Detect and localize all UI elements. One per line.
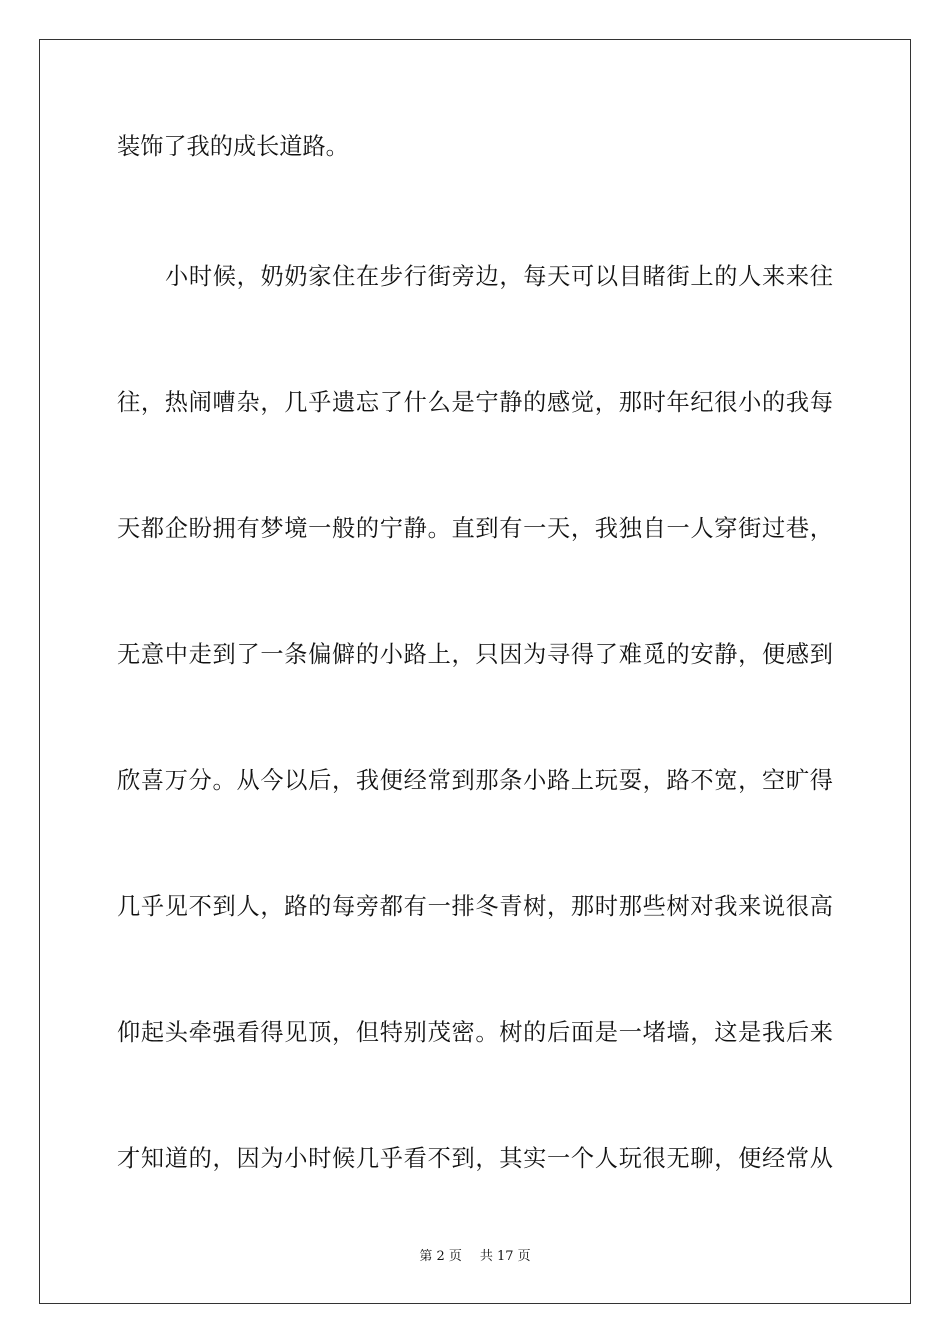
page-footer <box>0 1249 950 1265</box>
text-line-3: 往，热闹嘈杂，几乎遗忘了什么是宁静的感觉，那时年纪很小的我每 <box>117 389 833 416</box>
text-line-8: 仰起头牵强看得见顶，但特别茂密。树的后面是一堵墙，这是我后来 <box>117 1019 833 1046</box>
text-line-4: 天都企盼拥有梦境一般的宁静。直到有一天，我独自一人穿街过巷， <box>117 515 833 542</box>
text-line-5: 无意中走到了一条偏僻的小路上，只因为寻得了难觅的安静，便感到 <box>117 641 833 668</box>
document-body <box>117 132 833 1174</box>
text-line-6: 欣喜万分。从今以后，我便经常到那条小路上玩耍，路不宽，空旷得 <box>117 767 833 794</box>
page-number: 第 2 页 <box>419 1249 462 1264</box>
page-total: 共 17 页 <box>479 1249 531 1264</box>
text-line-9: 才知道的，因为小时候几乎看不到，其实一个人玩很无聊，便经常从 <box>117 1145 833 1172</box>
text-line-1: 装饰了我的成长道路。 <box>117 133 349 160</box>
text-line-7: 几乎见不到人，路的每旁都有一排冬青树，那时那些树对我来说很高 <box>117 893 833 920</box>
text-line-2: 小时候，奶奶家住在步行街旁边，每天可以目睹街上的人来来往 <box>165 263 833 290</box>
